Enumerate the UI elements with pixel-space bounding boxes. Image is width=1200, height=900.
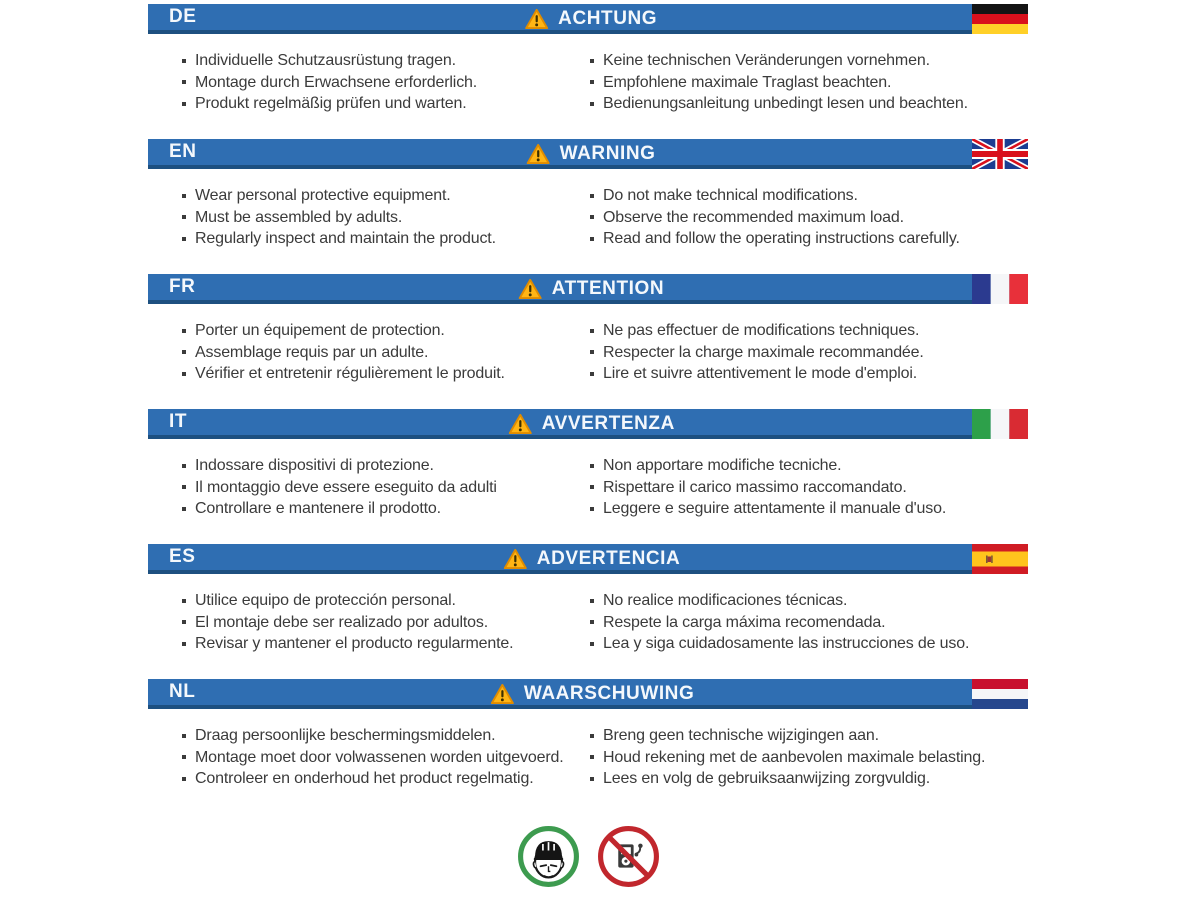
instruction-list-left: [182, 50, 590, 115]
bullet-icon: [182, 464, 186, 468]
section-body: [148, 709, 1028, 790]
bullet-icon: [182, 329, 186, 333]
instruction-text: Controleer en onderhoud het product regelmatig.: [195, 770, 534, 787]
instruction-text: Controllare e mantenere il prodotto.: [195, 500, 441, 517]
flag-spain-icon: [972, 544, 1028, 574]
bullet-icon: [182, 485, 186, 489]
instruction-list-right: [590, 725, 1028, 790]
instruction-item: [182, 498, 590, 520]
instruction-text: Breng geen technische wijzigingen aan.: [603, 727, 879, 744]
section-header-fr: [148, 274, 1028, 304]
instruction-text: Do not make technical modifications.: [603, 187, 858, 204]
warning-title-group: [518, 274, 664, 304]
bullet-icon: [590, 80, 594, 84]
language-code: DE: [169, 6, 197, 27]
flag-united-kingdom-icon: [972, 139, 1028, 169]
instruction-text: Houd rekening met de aanbevolen maximale belasting.: [603, 748, 986, 766]
bullet-icon: [590, 734, 594, 738]
section-title: WAARSCHUWING: [523, 683, 695, 704]
section-es: [148, 544, 1028, 679]
instruction-text: Draag persoonlijke beschermingsmiddelen.: [195, 727, 496, 744]
instruction-item: [590, 93, 1028, 115]
bullet-icon: [182, 80, 186, 84]
section-title: WARNING: [559, 143, 656, 164]
bullet-icon: [182, 642, 186, 646]
safety-pictograms: [148, 823, 1028, 890]
instruction-list-left: [182, 185, 590, 250]
bullet-icon: [590, 372, 594, 376]
section-header-en: [148, 139, 1028, 169]
wear-safety-helmet-icon: [515, 823, 582, 890]
bullet-icon: [590, 599, 594, 603]
instruction-item: [182, 455, 590, 477]
instruction-item: [590, 725, 1028, 747]
instruction-text: No realice modificaciones técnicas.: [603, 592, 848, 609]
warning-triangle-icon: [508, 413, 533, 435]
section-it: [148, 409, 1028, 544]
section-title: AVVERTENZA: [541, 413, 675, 434]
flag-france-icon: [972, 274, 1028, 304]
instruction-text: Must be assembled by adults.: [195, 208, 403, 226]
instruction-item: [182, 477, 590, 499]
instruction-text: Assemblage requis par un adulte.: [195, 343, 429, 361]
instruction-text: Non apportare modifiche tecniche.: [603, 457, 842, 474]
bullet-icon: [182, 194, 186, 198]
instruction-text: Porter un équipement de protection.: [195, 322, 445, 339]
instruction-text: Respecter la charge maximale recommandée.: [603, 343, 924, 361]
instruction-text: Respete la carga máxima recomendada.: [603, 613, 886, 631]
bullet-icon: [182, 599, 186, 603]
instruction-item: [590, 768, 1028, 790]
instruction-text: Empfohlene maximale Traglast beachten.: [603, 73, 892, 91]
section-title: ADVERTENCIA: [536, 548, 681, 569]
instruction-item: [182, 342, 590, 364]
bullet-icon: [590, 464, 594, 468]
bullet-icon: [182, 372, 186, 376]
instruction-text: Keine technischen Veränderungen vornehmen.: [603, 52, 930, 69]
instruction-list-left: [182, 590, 590, 655]
instruction-list-right: [590, 590, 1028, 655]
instruction-text: Lees en volg de gebruiksaanwijzing zorgvuldig.: [603, 770, 931, 787]
section-body: [148, 169, 1028, 250]
instruction-item: [182, 50, 590, 72]
instruction-item: [182, 747, 590, 769]
instruction-text: Wear personal protective equipment.: [195, 187, 451, 204]
instruction-item: [590, 185, 1028, 207]
instruction-item: [182, 612, 590, 634]
instruction-item: [590, 590, 1028, 612]
section-header-it: [148, 409, 1028, 439]
bullet-icon: [590, 237, 594, 241]
instruction-text: Montage moet door volwassenen worden uitgevoerd.: [195, 748, 564, 766]
instruction-item: [590, 498, 1028, 520]
bullet-icon: [590, 485, 594, 489]
instruction-text: Montage durch Erwachsene erforderlich.: [195, 73, 478, 91]
warning-title-group: [503, 544, 681, 574]
warning-title-group: [524, 4, 657, 34]
bullet-icon: [182, 350, 186, 354]
language-code: IT: [169, 411, 188, 432]
warning-title-group: [526, 139, 656, 169]
bullet-icon: [182, 215, 186, 219]
instruction-item: [182, 725, 590, 747]
instruction-item: [182, 320, 590, 342]
bullet-icon: [590, 59, 594, 63]
instruction-text: Leggere e seguire attentamente il manuale d'uso.: [603, 500, 947, 517]
section-body: [148, 34, 1028, 115]
instruction-item: [182, 633, 590, 655]
instruction-item: [590, 50, 1028, 72]
instruction-item: [182, 207, 590, 229]
instruction-text: Rispettare il carico massimo raccomandato.: [603, 478, 907, 496]
section-body: [148, 304, 1028, 385]
language-code: EN: [169, 141, 197, 162]
instruction-item: [182, 228, 590, 250]
instruction-item: [590, 455, 1028, 477]
instruction-item: [182, 590, 590, 612]
bullet-icon: [182, 734, 186, 738]
instruction-text: Ne pas effectuer de modifications techniques.: [603, 322, 920, 339]
warning-triangle-icon: [503, 548, 528, 570]
warning-title-group: [508, 409, 675, 439]
section-header-es: [148, 544, 1028, 574]
instruction-text: Read and follow the operating instructions carefully.: [603, 230, 960, 247]
instruction-list-left: [182, 455, 590, 520]
safety-instruction-sheet: [148, 4, 1028, 890]
bullet-icon: [590, 329, 594, 333]
instruction-list-left: [182, 320, 590, 385]
section-header-de: [148, 4, 1028, 34]
bullet-icon: [590, 102, 594, 106]
bullet-icon: [590, 777, 594, 781]
instruction-item: [182, 93, 590, 115]
instruction-item: [182, 768, 590, 790]
instruction-text: Produkt regelmäßig prüfen und warten.: [195, 95, 467, 112]
warning-triangle-icon: [518, 278, 543, 300]
section-body: [148, 574, 1028, 655]
bullet-icon: [182, 102, 186, 106]
bullet-icon: [590, 507, 594, 511]
instruction-text: Bedienungsanleitung unbedingt lesen und beachten.: [603, 95, 968, 112]
flag-germany-icon: [972, 4, 1028, 34]
warning-triangle-icon: [490, 683, 515, 705]
language-code: ES: [169, 546, 196, 567]
instruction-item: [182, 185, 590, 207]
bullet-icon: [590, 755, 594, 759]
bullet-icon: [182, 507, 186, 511]
instruction-text: Regularly inspect and maintain the product.: [195, 230, 496, 247]
language-code: NL: [169, 681, 196, 702]
instruction-text: El montaje debe ser realizado por adultos.: [195, 613, 489, 631]
instruction-item: [590, 72, 1028, 94]
instruction-item: [182, 72, 590, 94]
instruction-item: [590, 633, 1028, 655]
instruction-item: [590, 320, 1028, 342]
instruction-item: [590, 747, 1028, 769]
warning-triangle-icon: [526, 143, 551, 165]
section-title: ACHTUNG: [558, 8, 658, 29]
warning-triangle-icon: [524, 8, 549, 30]
section-header-nl: [148, 679, 1028, 709]
instruction-item: [590, 342, 1028, 364]
section-nl: [148, 679, 1028, 814]
bullet-icon: [590, 215, 594, 219]
instruction-item: [182, 363, 590, 385]
section-en: [148, 139, 1028, 274]
bullet-icon: [182, 59, 186, 63]
instruction-list-left: [182, 725, 590, 790]
instruction-item: [590, 363, 1028, 385]
instruction-text: Revisar y mantener el producto regularmente.: [195, 635, 514, 652]
no-media-player-icon: [595, 823, 662, 890]
instruction-item: [590, 207, 1028, 229]
instruction-list-right: [590, 50, 1028, 115]
instruction-item: [590, 477, 1028, 499]
instruction-item: [590, 612, 1028, 634]
instruction-text: Indossare dispositivi di protezione.: [195, 457, 434, 474]
instruction-text: Il montaggio deve essere eseguito da adulti: [195, 478, 497, 496]
instruction-list-right: [590, 185, 1028, 250]
bullet-icon: [590, 194, 594, 198]
section-fr: [148, 274, 1028, 409]
bullet-icon: [590, 620, 594, 624]
bullet-icon: [590, 350, 594, 354]
bullet-icon: [182, 620, 186, 624]
section-title: ATTENTION: [551, 278, 665, 299]
bullet-icon: [182, 777, 186, 781]
instruction-text: Utilice equipo de protección personal.: [195, 592, 456, 609]
instruction-item: [590, 228, 1028, 250]
section-body: [148, 439, 1028, 520]
instruction-list-right: [590, 320, 1028, 385]
instruction-text: Lea y siga cuidadosamente las instrucciones de uso.: [603, 635, 970, 652]
language-code: FR: [169, 276, 196, 297]
bullet-icon: [182, 237, 186, 241]
flag-netherlands-icon: [972, 679, 1028, 709]
section-de: [148, 4, 1028, 139]
bullet-icon: [182, 755, 186, 759]
bullet-icon: [590, 642, 594, 646]
warning-title-group: [490, 679, 694, 709]
instruction-text: Observe the recommended maximum load.: [603, 208, 904, 226]
instruction-list-right: [590, 455, 1028, 520]
instruction-text: Vérifier et entretenir régulièrement le produit.: [195, 365, 505, 382]
instruction-text: Individuelle Schutzausrüstung tragen.: [195, 52, 456, 69]
instruction-text: Lire et suivre attentivement le mode d'emploi.: [603, 365, 918, 382]
flag-italy-icon: [972, 409, 1028, 439]
